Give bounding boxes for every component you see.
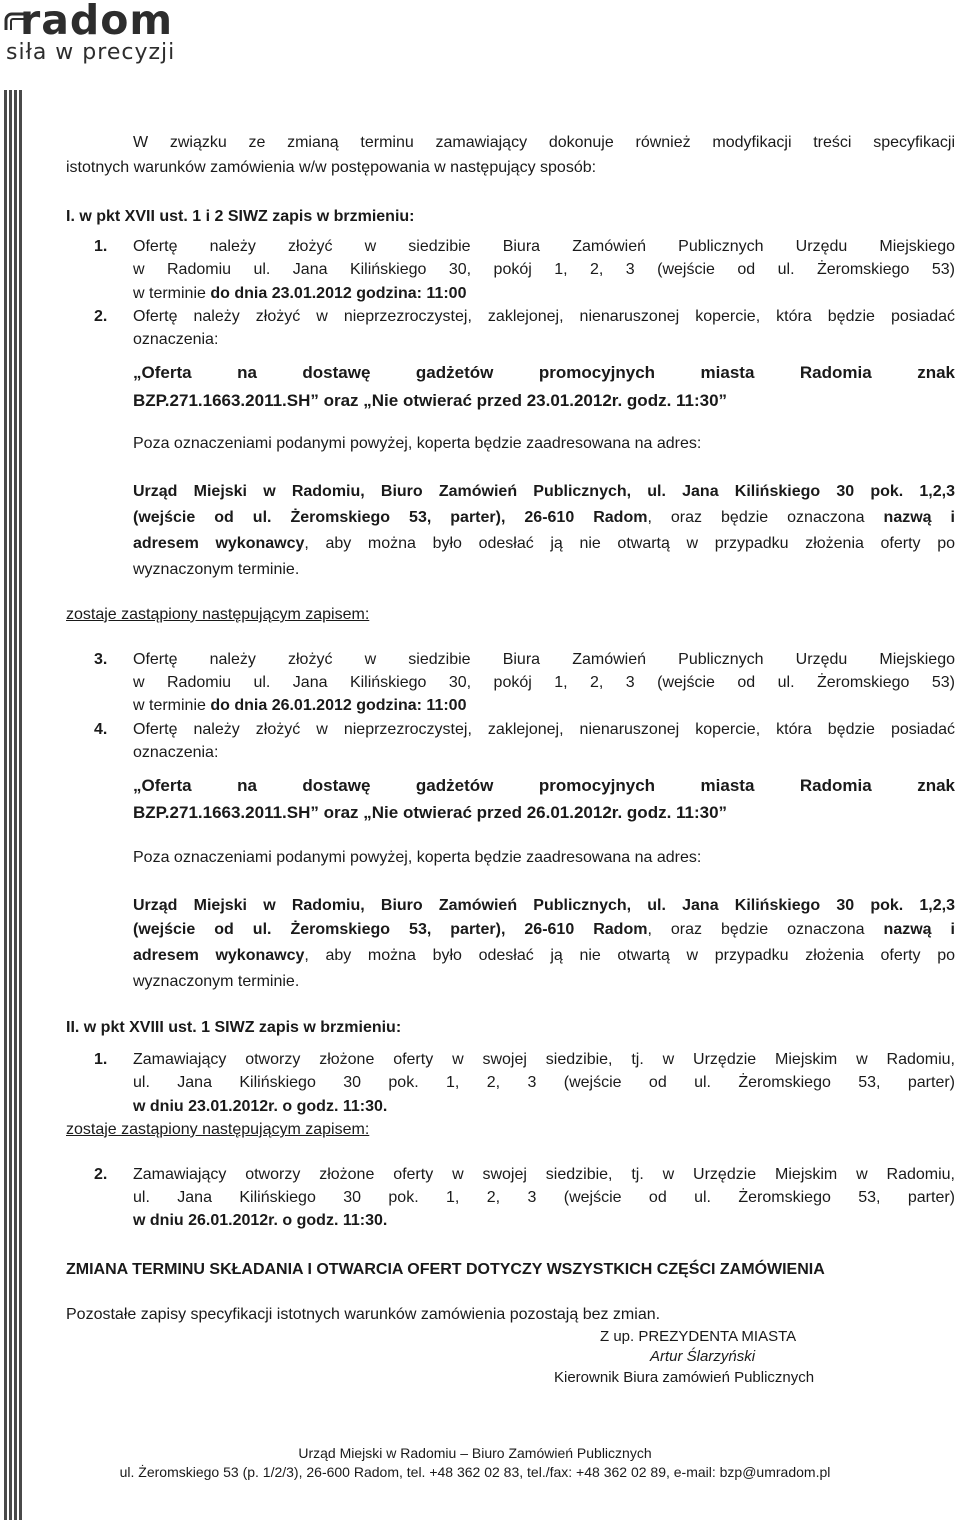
item-2-address-bold-2: nazwą i [883, 509, 956, 526]
signature-title: Kierownik Biura zamówień Publicznych [554, 1369, 815, 1386]
s2-item-1-number: 1. [94, 1051, 108, 1068]
replaced-note-2: zostaje zastąpiony następującym zapisem: [66, 1121, 370, 1138]
logo-wordmark: radom [20, 0, 174, 44]
item-2-address-text: , oraz będzie oznaczona [647, 509, 884, 526]
remaining-provisions: Pozostałe zapisy specyfikacji istotnych warunków zamówienia pozostają bez zmian. [66, 1306, 661, 1323]
item-2-address-line-2 [133, 506, 955, 529]
item-2-address-bold: (wejście od ul. Żeromskiego 53, parter), 26-610 Radom [133, 509, 648, 526]
item-4-address-line-4: wyznaczonym terminie. [133, 973, 300, 990]
item-2-address-line-1: Urząd Miejski w Radomiu, Biuro Zamówień Publicznych, ul. Jana Kilińskiego 30 pok. 1,2,3 [133, 483, 955, 500]
item-2-marking-2: BZP.271.1663.2011.SH” oraz „Nie otwierać przed 23.01.2012r. godz. 11:30” [133, 391, 728, 410]
item-3-line-1: Ofertę należy złożyć w siedzibie Biura Zamówień Publicznych Urzędu Miejskiego [133, 651, 955, 668]
logo [2, 0, 202, 66]
s2-item-2-line-3: w dniu 26.01.2012r. o godz. 11:30. [133, 1212, 388, 1229]
item-4-contractor-bold: adresem wykonawcy [133, 947, 305, 964]
item-1-line-3 [133, 282, 466, 305]
item-4-line-1: Ofertę należy złożyć w nieprzezroczystej, zaklejonej, nienaruszonej kopercie, która będzie posiadać [133, 721, 955, 738]
item-4-marking-2: BZP.271.1663.2011.SH” oraz „Nie otwierać przed 26.01.2012r. godz. 11:30” [133, 803, 728, 822]
footer-office: Urząd Miejski w Radomiu – Biuro Zamówień Publicznych [298, 1445, 652, 1461]
item-4-contractor-text: , aby można było odesłać ją nie otwartą w przypadku złożenia oferty po [304, 947, 955, 964]
item-4-address-bold: (wejście od ul. Żeromskiego 53, parter), 26-610 Radom [133, 921, 648, 938]
section-2-heading: II. w pkt XVIII ust. 1 SIWZ zapis w brzmieniu: [66, 1019, 402, 1036]
item-4-address-bold-2: nazwą i [883, 921, 956, 938]
item-4-marking-1: „Oferta na dostawę gadżetów promocyjnych miasta Radomia znak [133, 776, 955, 795]
item-4-address-line-3 [133, 944, 955, 967]
item-3-term-label: w terminie [133, 697, 211, 714]
s2-item-1-line-3: w dniu 23.01.2012r. o godz. 11:30. [133, 1098, 388, 1115]
replaced-note-1: zostaje zastąpiony następującym zapisem: [66, 606, 370, 623]
item-4-address-intro: Poza oznaczeniami podanymi powyżej, koperta będzie zaadresowana na adres: [133, 849, 702, 866]
item-2-address-line-3 [133, 532, 955, 555]
decorative-side-bars [4, 90, 24, 1520]
s2-item-1-line-2: ul. Jana Kilińskiego 30 pok. 1, 2, 3 (wejście od ul. Żeromskiego 53, parter) [133, 1074, 955, 1091]
section-1-heading: I. w pkt XVII ust. 1 i 2 SIWZ zapis w brzmieniu: [66, 208, 415, 225]
item-1-number: 1. [94, 238, 108, 255]
item-2-line-2: oznaczenia: [133, 331, 219, 348]
item-2-line-1: Ofertę należy złożyć w nieprzezroczystej, zaklejonej, nienaruszonej kopercie, która będzie posiadać [133, 308, 955, 325]
item-4-number: 4. [94, 721, 108, 738]
s2-item-2-line-1: Zamawiający otworzy złożone oferty w swojej siedzibie, tj. w Urzędzie Miejskim w Radomiu, [133, 1166, 955, 1183]
change-notice: ZMIANA TERMINU SKŁADANIA I OTWARCIA OFERT DOTYCZY WSZYSTKICH CZĘŚCI ZAMÓWIENIA [66, 1261, 825, 1278]
logo-tagline: siła w precyzji [6, 40, 176, 65]
s2-item-2-number: 2. [94, 1166, 108, 1183]
item-3-number: 3. [94, 651, 108, 668]
s2-item-1-line-1: Zamawiający otworzy złożone oferty w swojej siedzibie, tj. w Urzędzie Miejskim w Radomiu, [133, 1051, 955, 1068]
item-1-term-label: w terminie [133, 285, 211, 302]
item-4-address-text: , oraz będzie oznaczona [647, 921, 884, 938]
item-3-line-3 [133, 694, 466, 717]
item-4-line-2: oznaczenia: [133, 744, 219, 761]
signature-name: Artur Ślarzyński [650, 1348, 756, 1365]
item-3-deadline: do dnia 26.01.2012 godzina: 11:00 [210, 697, 467, 714]
item-2-address-intro: Poza oznaczeniami podanymi powyżej, koperta będzie zaadresowana na adres: [133, 435, 702, 452]
item-2-address-line-4: wyznaczonym terminie. [133, 561, 300, 578]
item-1-line-2: w Radomiu ul. Jana Kilińskiego 30, pokój 1, 2, 3 (wejście od ul. Żeromskiego 53) [133, 261, 955, 278]
item-2-marking-1: „Oferta na dostawę gadżetów promocyjnych miasta Radomia znak [133, 363, 955, 382]
footer-contact: ul. Żeromskiego 53 (p. 1/2/3), 26-600 Radom, tel. +48 362 02 83, tel./fax: +48 362 02 89, e-mail: bzp@umradom.pl [119, 1464, 831, 1480]
intro-line-1: W związku ze zmianą terminu zamawiający dokonuje również modyfikacji treści specyfikacji [133, 134, 955, 151]
item-1-line-1: Ofertę należy złożyć w siedzibie Biura Zamówień Publicznych Urzędu Miejskiego [133, 238, 955, 255]
item-2-contractor-bold: adresem wykonawcy [133, 535, 305, 552]
item-4-address-line-1: Urząd Miejski w Radomiu, Biuro Zamówień Publicznych, ul. Jana Kilińskiego 30 pok. 1,2,3 [133, 897, 955, 914]
s2-item-2-line-2: ul. Jana Kilińskiego 30 pok. 1, 2, 3 (wejście od ul. Żeromskiego 53, parter) [133, 1189, 955, 1206]
signature-authority: Z up. PREZYDENTA MIASTA [600, 1328, 797, 1345]
intro-line-2: istotnych warunków zamówienia w/w postępowania w następujący sposób: [66, 159, 597, 176]
item-4-address-line-2 [133, 918, 955, 941]
item-2-contractor-text: , aby można było odesłać ją nie otwartą w przypadku złożenia oferty po [304, 535, 955, 552]
item-2-number: 2. [94, 308, 108, 325]
item-1-deadline: do dnia 23.01.2012 godzina: 11:00 [210, 285, 467, 302]
item-3-line-2: w Radomiu ul. Jana Kilińskiego 30, pokój 1, 2, 3 (wejście od ul. Żeromskiego 53) [133, 674, 955, 691]
